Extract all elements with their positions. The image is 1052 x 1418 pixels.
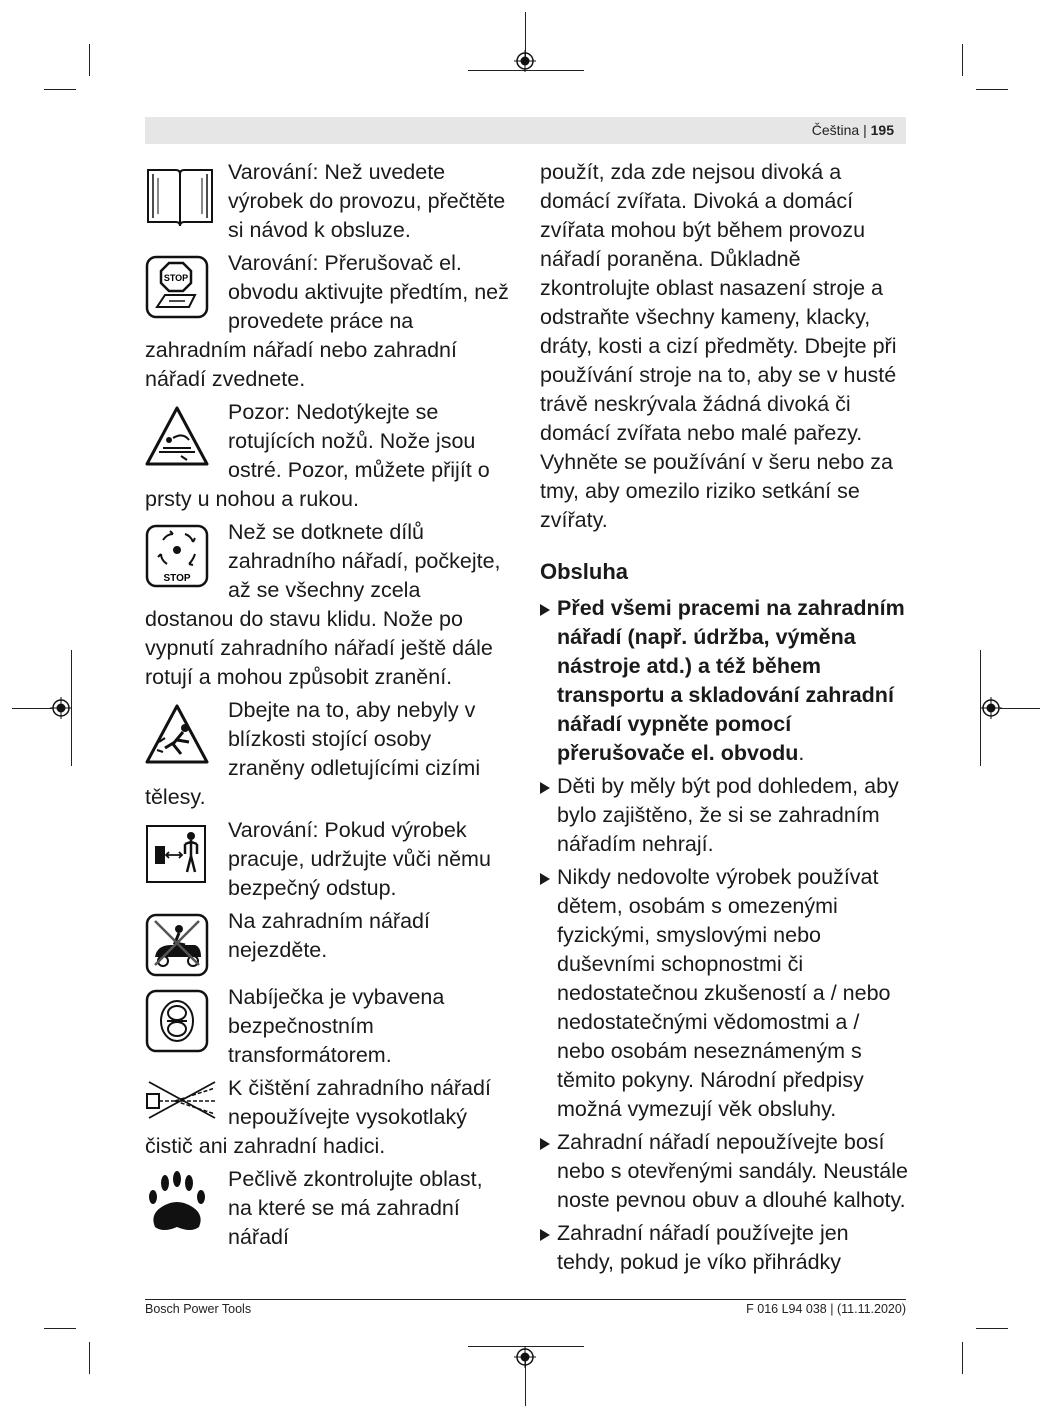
crop-mark bbox=[89, 44, 90, 76]
bullet-item bbox=[540, 1128, 908, 1215]
animal-paw-icon bbox=[145, 1171, 211, 1235]
page-number: 195 bbox=[870, 122, 894, 138]
warning-text: Pečlivě zkontrolujte oblast, na které se má zahradní nářadí bbox=[228, 1167, 483, 1249]
crop-mark bbox=[976, 1328, 1008, 1329]
crop-mark bbox=[89, 1342, 90, 1374]
header-text bbox=[812, 122, 894, 138]
footer-divider bbox=[145, 1299, 906, 1300]
header-language: Čeština bbox=[811, 122, 860, 138]
warning-text: Než se dotknete dílů zahradního nářadí, počkejte, až se všechny zcela dostanou do stavu klidu. Nože po vypnutí zahradního nářadí ještě dále rotují a mohou způsobit zranění. bbox=[145, 520, 501, 689]
warning-block bbox=[145, 907, 511, 979]
bullet-text: Děti by měly být pod dohledem, aby bylo zajištěno, že si se zahradním nářadím nehrají. bbox=[557, 774, 899, 856]
warning-block bbox=[145, 983, 511, 1070]
continuation-paragraph: použít, zda zde nejsou divoká a domácí zvířata. Divoká a domácí zvířata mohou být během provozu nářadí poraněna. Důkladně zkontrolujte oblast nasazení stroje a odstraňte všechny kameny, klacky, dráty, kosti a cizí předměty. Dbejte při používání stroje na to, aby se v husté trávě neskrývala žádná divoká či domácí zvířata nebo malé pařezy. Vyhněte se používání v šeru nebo za tmy, aby omezilo riziko setkání se zvířaty. bbox=[540, 160, 897, 532]
bullet-tail: . bbox=[798, 741, 805, 765]
bullet-triangle-icon bbox=[540, 873, 550, 885]
warning-text: Dbejte na to, aby nebyly v blízkosti stojící osoby zraněny odletujícími cizími tělesy. bbox=[145, 698, 481, 809]
warning-block bbox=[145, 518, 511, 692]
bullet-bold-text: Před všemi pracemi na zahradním nářadí (např. údržba, výměna nástroje atd.) a též během transportu a skladování zahradní nářadí vypněte pomocí přerušovače el. obvodu bbox=[557, 596, 905, 765]
flying-objects-warning-icon bbox=[145, 702, 211, 766]
bullet-triangle-icon bbox=[540, 1229, 550, 1241]
bullet-text: Nikdy nedovolte výrobek používat dětem, osobám s omezenými fyzickými, smyslovými nebo duševními schopnostmi či nedostatečnou zkušeností a / nebo nedostatečnými vědomostmi a / nebo osobám neseznámeným s těmito pokyny. Národní předpisy možná vymezují věk obsluhy. bbox=[557, 865, 891, 1121]
crop-mark bbox=[962, 44, 963, 76]
bullet-item bbox=[540, 772, 908, 859]
warning-block bbox=[145, 1165, 511, 1252]
warning-text: Na zahradním nářadí nejezděte. bbox=[228, 909, 430, 962]
stop-rotation-icon bbox=[145, 524, 211, 588]
bullet-item bbox=[540, 594, 908, 768]
svg-text:STOP: STOP bbox=[163, 273, 189, 283]
crop-mark bbox=[962, 1342, 963, 1374]
registration-mark-icon bbox=[514, 50, 536, 72]
bullet-text: Zahradní nářadí používejte jen tehdy, pokud je víko přihrádky bbox=[557, 1221, 849, 1274]
footer-brand: Bosch Power Tools bbox=[145, 1302, 252, 1316]
warning-block bbox=[145, 696, 511, 812]
no-riding-icon bbox=[145, 913, 211, 977]
registration-mark-icon bbox=[514, 1346, 536, 1368]
safety-transformer-icon bbox=[145, 989, 211, 1053]
crop-mark bbox=[44, 1328, 76, 1329]
bullet-item bbox=[540, 863, 908, 1124]
warning-text: Varování: Přerušovač el. obvodu aktivujte předtím, než provedete práce na zahradním nářadí nebo zahradní nářadí zvednete. bbox=[145, 251, 509, 391]
crop-mark bbox=[1000, 708, 1040, 709]
crop-mark bbox=[44, 89, 76, 90]
header-separator: | bbox=[863, 122, 867, 138]
section-title: Obsluha bbox=[540, 559, 629, 584]
crop-mark bbox=[12, 708, 52, 709]
svg-text:STOP: STOP bbox=[163, 573, 191, 584]
right-column bbox=[540, 158, 908, 1281]
bullet-triangle-icon bbox=[540, 1138, 550, 1150]
crop-mark bbox=[976, 89, 1008, 90]
warning-text: Varování: Než uvedete výrobek do provozu, přečtěte si návod k obsluze. bbox=[228, 160, 506, 242]
bullet-text: Zahradní nářadí nepoužívejte bosí nebo s otevřenými sandály. Neustále noste pevnou obuv a dlouhé kalhoty. bbox=[557, 1130, 908, 1212]
warning-text: Pozor: Nedotýkejte se rotujících nožů. Nože jsou ostré. Pozor, můžete přijít o prsty u nohou a rukou. bbox=[145, 400, 490, 511]
warning-block bbox=[145, 249, 511, 394]
rotating-blades-warning-icon bbox=[145, 404, 211, 468]
registration-mark-icon bbox=[980, 697, 1002, 719]
warning-block bbox=[145, 1074, 511, 1161]
footer-document-code: F 016 L94 038 | (11.11.2020) bbox=[746, 1302, 906, 1316]
warning-text: Nabíječka je vybavena bezpečnostním transformátorem. bbox=[228, 985, 445, 1067]
warning-block bbox=[145, 158, 511, 245]
warning-block bbox=[145, 816, 511, 903]
warning-block bbox=[145, 398, 511, 514]
bullet-triangle-icon bbox=[540, 604, 550, 616]
bullet-triangle-icon bbox=[540, 782, 550, 794]
no-pressure-washer-icon bbox=[145, 1080, 211, 1120]
registration-mark-icon bbox=[50, 697, 72, 719]
warning-text: K čištění zahradního nářadí nepoužívejte vysokotlaký čistič ani zahradní hadici. bbox=[145, 1076, 491, 1158]
warning-text: Varování: Pokud výrobek pracuje, udržujte vůči němu bezpečný odstup. bbox=[228, 818, 491, 900]
manual-book-icon bbox=[145, 164, 211, 228]
left-column bbox=[145, 158, 511, 1256]
page-header bbox=[145, 117, 906, 144]
bullet-item bbox=[540, 1219, 908, 1277]
safe-distance-icon bbox=[145, 822, 211, 886]
stop-manual-icon bbox=[145, 255, 211, 319]
